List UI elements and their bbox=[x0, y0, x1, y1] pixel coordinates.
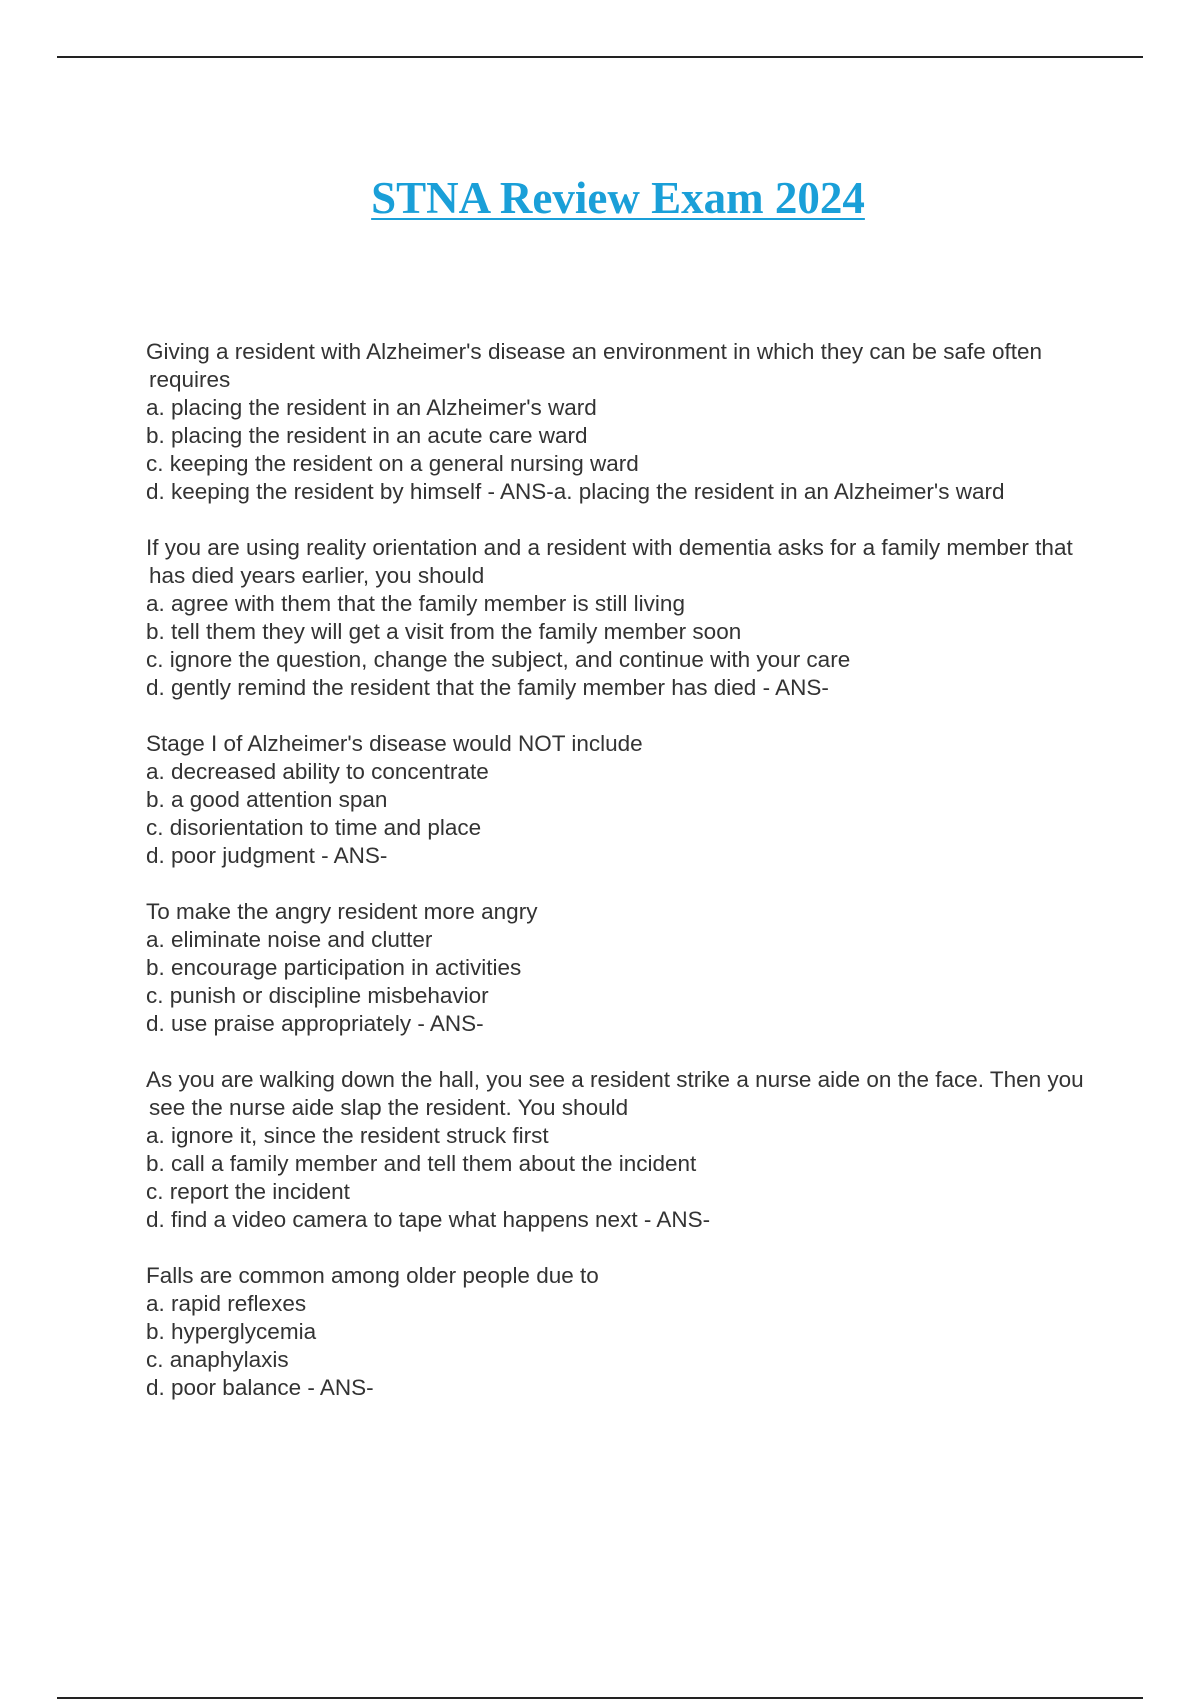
option-c: c. anaphylaxis bbox=[146, 1347, 289, 1372]
question-stem: To make the angry resident more angry bbox=[146, 899, 538, 924]
question-6 bbox=[146, 1262, 1086, 1402]
option-d: d. use praise appropriately - ANS- bbox=[146, 1011, 484, 1036]
question-stem: If you are using reality orientation and a resident with dementia asks for a family member that has died years earlier, you should bbox=[146, 535, 1073, 588]
option-a: a. agree with them that the family member is still living bbox=[146, 591, 685, 616]
question-3 bbox=[146, 730, 1086, 870]
question-1 bbox=[146, 338, 1086, 506]
option-a: a. rapid reflexes bbox=[146, 1291, 307, 1316]
option-d: d. poor judgment - ANS- bbox=[146, 843, 388, 868]
option-c: c. keeping the resident on a general nursing ward bbox=[146, 451, 639, 476]
option-d: d. find a video camera to tape what happens next - ANS- bbox=[146, 1207, 711, 1232]
option-b: b. hyperglycemia bbox=[146, 1319, 317, 1344]
question-list bbox=[146, 338, 1086, 1430]
option-b: b. tell them they will get a visit from the family member soon bbox=[146, 619, 742, 644]
option-a: a. decreased ability to concentrate bbox=[146, 759, 489, 784]
top-rule bbox=[57, 56, 1143, 58]
option-d: d. gently remind the resident that the family member has died - ANS- bbox=[146, 675, 829, 700]
option-b: b. placing the resident in an acute care ward bbox=[146, 423, 588, 448]
option-b: b. call a family member and tell them about the incident bbox=[146, 1151, 697, 1176]
question-stem: Giving a resident with Alzheimer's disease an environment in which they can be safe often requires bbox=[146, 339, 1043, 392]
option-b: b. a good attention span bbox=[146, 787, 388, 812]
question-4 bbox=[146, 898, 1086, 1038]
question-stem: Stage I of Alzheimer's disease would NOT include bbox=[146, 731, 643, 756]
option-a: a. eliminate noise and clutter bbox=[146, 927, 433, 952]
option-c: c. disorientation to time and place bbox=[146, 815, 482, 840]
question-stem: As you are walking down the hall, you see a resident strike a nurse aide on the face. Then you see the nurse aide slap the resident. You should bbox=[146, 1067, 1084, 1120]
option-c: c. ignore the question, change the subject, and continue with your care bbox=[146, 647, 851, 672]
question-stem: Falls are common among older people due to bbox=[146, 1263, 599, 1288]
option-d: d. keeping the resident by himself - ANS-a. placing the resident in an Alzheimer's ward bbox=[146, 479, 1005, 504]
question-2 bbox=[146, 534, 1086, 702]
question-5 bbox=[146, 1066, 1086, 1234]
option-a: a. ignore it, since the resident struck first bbox=[146, 1123, 549, 1148]
option-d: d. poor balance - ANS- bbox=[146, 1375, 374, 1400]
bottom-rule bbox=[57, 1697, 1143, 1699]
option-c: c. punish or discipline misbehavior bbox=[146, 983, 489, 1008]
option-a: a. placing the resident in an Alzheimer's ward bbox=[146, 395, 597, 420]
page-title: STNA Review Exam 2024 bbox=[371, 173, 865, 223]
option-b: b. encourage participation in activities bbox=[146, 955, 522, 980]
option-c: c. report the incident bbox=[146, 1179, 350, 1204]
